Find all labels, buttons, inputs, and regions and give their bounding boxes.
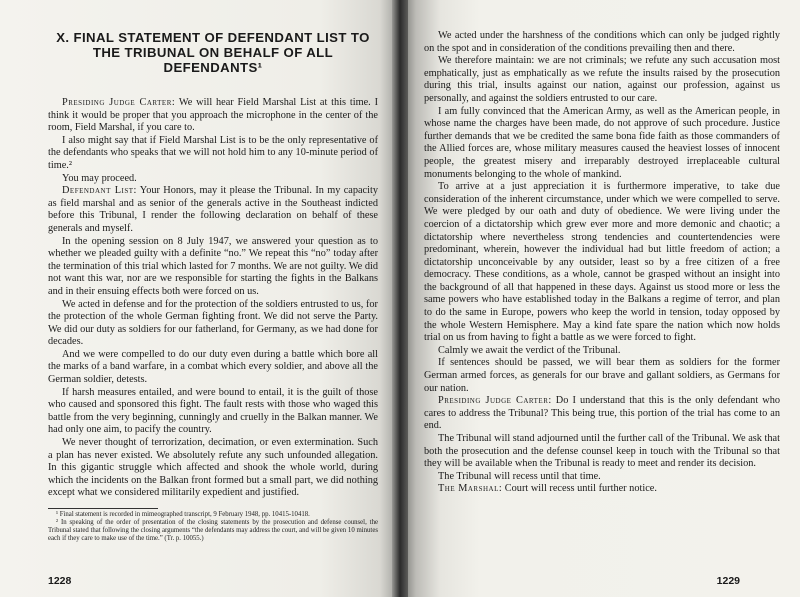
paragraph-text: If harsh measures entailed, and were bound to entail, it is the guilt of those who caused and sponsored this fight. The fault rests with those who waged this battle from the very beginning, cunningly and cruelly in the Balkan manner. We had only one aim, to pacify the country.	[48, 386, 378, 436]
paragraph	[48, 387, 378, 437]
paragraph-text: Court will recess until further notice.	[502, 483, 657, 495]
left-body	[48, 97, 378, 500]
paragraph-text: The Tribunal will stand adjourned until the further call of the Tribunal. We ask that both the prosecution and the defense counsel keep in touch with the Tribunal so that they will be available when the Tribunal is ready to meet and render its decision.	[424, 433, 780, 470]
paragraph	[48, 185, 378, 235]
paragraph	[48, 349, 378, 387]
section-heading: X. FINAL STATEMENT OF DEFENDANT LIST TO THE TRIBUNAL ON BEHALF OF ALL DEFENDANTS¹	[56, 30, 370, 75]
paragraph-text: I also might say that if Field Marshal List is to be the only representative of the defendants who speaks that we will not hold him to any 10-minute period of time.²	[48, 134, 378, 171]
paragraph-text: Calmly we await the verdict of the Tribunal.	[438, 344, 621, 356]
speaker-label: Defendant List:	[62, 185, 137, 197]
paragraph-text: We acted under the harshness of the conditions which can only be judged rightly on the spot and in consideration of the conditions prevailing then and there.	[424, 30, 780, 54]
paragraph-text: The Tribunal will recess until that time.	[438, 470, 601, 482]
paragraph-text: To arrive at a just appreciation it is furthermore imperative, to take due consideration of the inherent circumstance, under which we were compelled to serve. We were pledged by our oath and duty of obedience. We were living under the coercion of a dictatorship which grew ever more and more demonic and chaotic; a dictatorship where nevertheless strong tendencies and countertendencies were predominant, wherein, however the individual had but little freedom of action; a dictatorship unconceivable by any outsider, least so by a free citizen of a free democracy. These conditions, as a whole, cannot be grasped without an insight into the background of all that happened in these days. Against us stood more or less the same powers who have established today in the Balkans a regime of terror, and plan to do the same in Europe, powers who keep the world in tension, today opposed by the whole Western Hemisphere. May a kind fate spare the nation which now holds trial on us from having to fight a battle as we were forced to fight.	[424, 181, 780, 344]
paragraph-text: We will hear Field Marshal List at this time. I think it would be proper that you approach the microphone in the center of the room, Field Marshal, if you care to.	[48, 97, 379, 134]
speaker-label: The Marshal:	[438, 483, 503, 495]
paragraph	[48, 135, 378, 173]
page-number: 1229	[716, 575, 740, 587]
paragraph-text: Do I understand that this is the only defendant who cares to address the Tribunal? This being true, this portion of the trial has come to an end.	[424, 395, 780, 432]
footnote-divider	[48, 508, 158, 509]
paragraph	[48, 437, 378, 500]
paragraph-text: In the opening session on 8 July 1947, we answered your question as to whether we pleaded guilty with a definite “no.” We repeat this “no” today after the termination of this trial which lasted for 7 months. We are not guilty. We did not want this war, nor are we responsible for starting the fights in the Balkans and in their ensuing effects both were forced on us.	[48, 235, 378, 297]
paragraph	[48, 173, 378, 186]
paragraph	[48, 299, 378, 349]
paragraph	[48, 97, 378, 135]
paragraph-text: I am fully convinced that the American Army, as well as the American people, in whose name the charges have been made, do not approve of such procedure. Justice further demands that we be credited the same bona fide faith as those commanders of the Allied forces are, whose military measures caused the heaviest losses of innocent people, the greatest misery and irreparably destroyed irreplaceable cultural monuments belonging to the whole of mankind.	[424, 105, 780, 180]
paragraph	[424, 395, 780, 433]
paragraph	[424, 30, 780, 55]
paragraph	[424, 55, 780, 105]
right-page	[400, 0, 800, 597]
paragraph	[424, 357, 780, 395]
paragraph	[424, 106, 780, 182]
paragraph	[424, 345, 780, 358]
paragraph	[424, 483, 780, 496]
paragraph-text: We therefore maintain: we are not criminals; we refute any such accusation most emphatically, just as emphatically as we refute the insults raised by the prosecution during this trial, insults against our nation, against our profession, against us personally, and against the soldiers entrusted to our care.	[424, 55, 780, 104]
paragraph-text: We acted in defense and for the protection of the soldiers entrusted to us, for the protection of the whole German fighting front. We did not serve the Party. We did our duty as soldiers for our fatherland, for Germany, as we had done for decades.	[48, 298, 378, 348]
paragraph	[424, 433, 780, 471]
paragraph	[424, 181, 780, 345]
footnote: ² In speaking of the order of presentation of the closing statements by the prosecution and defense counsel, the Tribunal stated that following the closing arguments “the defendants may address the court, and will be given 10 minutes each if they care to make use of the time.” (Tr. p. 10055.)	[48, 519, 378, 542]
speaker-label: Presiding Judge Carter:	[438, 395, 552, 407]
paragraph-text: If sentences should be passed, we will bear them as soldiers for the former German armed forces, as generals for our brave and gallant soldiers, as Germans for our nation.	[424, 357, 780, 394]
paragraph-text: Your Honors, may it please the Tribunal. In my capacity as field marshal and as senior of the generals active in the Southeast indicted before this Tribunal, I render the following declaration on behalf of these generals and myself.	[48, 185, 379, 234]
paragraph-text: And we were compelled to do our duty even during a battle which bore all the marks of a band warfare, in a combat which every soldier, and above all the German soldier, detests.	[48, 348, 378, 386]
book-gutter	[392, 0, 408, 597]
paragraph	[424, 471, 780, 484]
right-body	[424, 30, 780, 496]
paragraph-text: You may proceed.	[62, 172, 137, 184]
footnote: ¹ Final statement is recorded in mimeographed transcript, 9 February 1948, pp. 10415-10418.	[56, 511, 310, 518]
paragraph-text: We never thought of terrorization, decimation, or even extermination. Such a plan has never existed. We absolutely refute any such unfounded allegation. In this gigantic struggle which affected and shook the whole world, during which the incidents on the Balkan front formed but a small part, we did nothing except what we considered militarily expedient and justified.	[48, 437, 378, 499]
paragraph	[48, 236, 378, 299]
speaker-label: Presiding Judge Carter:	[62, 97, 176, 108]
page-number: 1228	[48, 575, 72, 587]
